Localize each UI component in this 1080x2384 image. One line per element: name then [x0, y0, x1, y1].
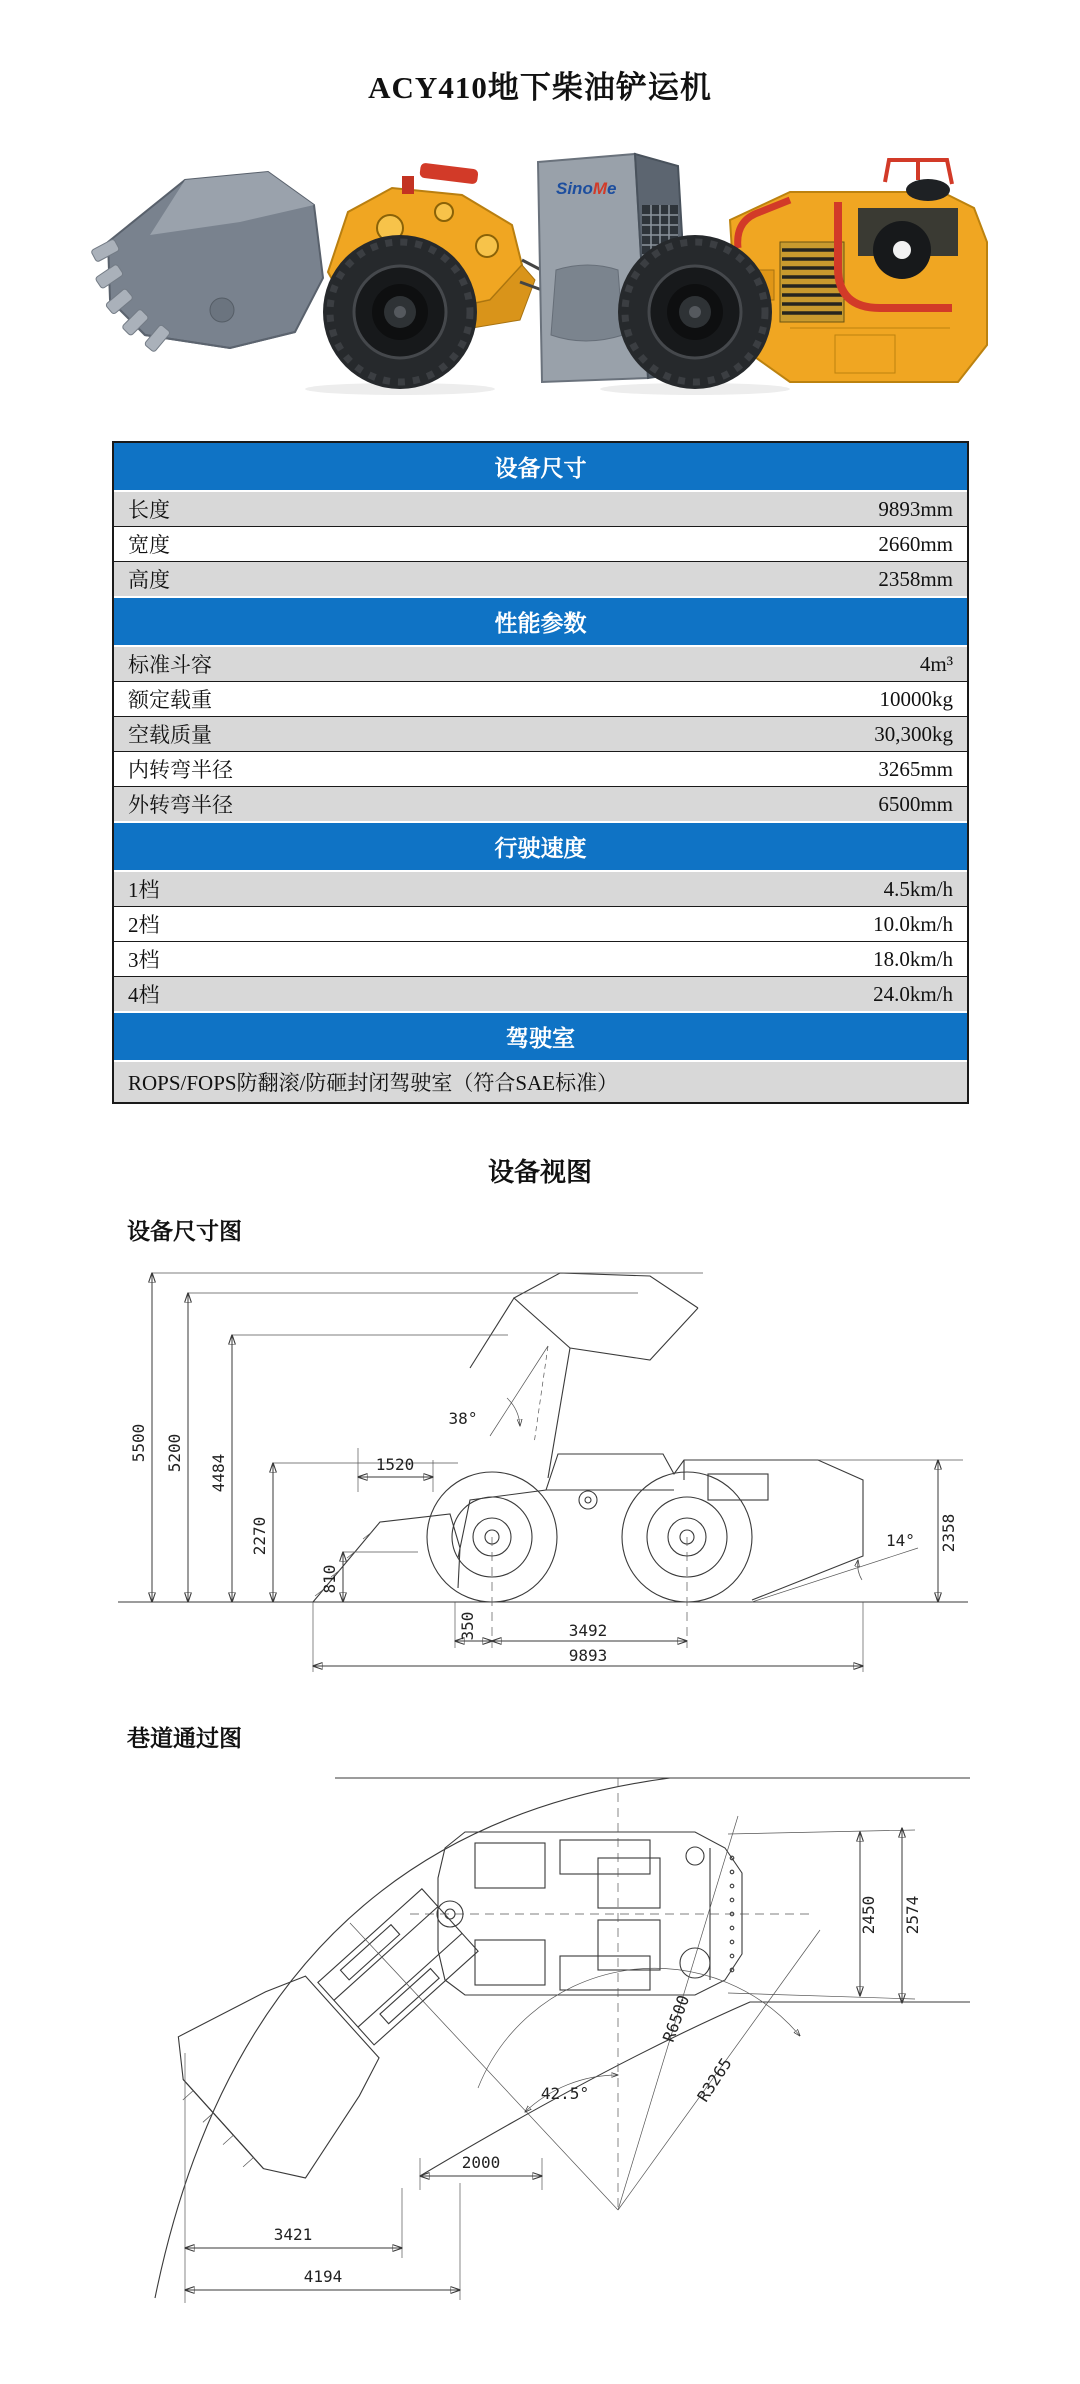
row-label: 内转弯半径 [128, 758, 233, 782]
table-row [114, 561, 967, 596]
dim-wheelbase: 3492 [568, 1621, 608, 1640]
bucket [91, 172, 323, 352]
row-value: 10.0km/h [873, 911, 953, 936]
dim-lines-bottom [313, 1537, 863, 1672]
views-title: 设备视图 [487, 1158, 592, 1187]
tunnel-walls [155, 1778, 970, 2298]
row-label: 2档 [128, 913, 160, 937]
section-header-dimensions: 设备尺寸 [114, 443, 967, 492]
row-label: 高度 [128, 568, 170, 592]
dim-dump-clearance: 810 [320, 1564, 339, 1594]
table-row [114, 751, 967, 786]
row-value: 9893mm [878, 496, 953, 521]
dim-outer-turning-radius: R6500 [658, 1992, 694, 2045]
row-label: 4档 [128, 983, 160, 1007]
spec-table [112, 441, 969, 1104]
dim-overall-length: 9893 [568, 1646, 608, 1665]
rear-tire [618, 235, 772, 389]
row-value: 2660mm [878, 531, 953, 556]
table-row [114, 647, 967, 681]
row-value: 6500mm [878, 791, 953, 816]
row-value: 2358mm [878, 566, 953, 591]
dim-max-lift-height: 5500 [129, 1423, 148, 1463]
dim-inner-turning-radius: R3265 [693, 2054, 736, 2106]
dimension-figure [118, 1248, 968, 1688]
row-value: 4m³ [919, 651, 953, 676]
row-value: 30,300kg [874, 721, 953, 746]
row-value: 3265mm [878, 756, 953, 781]
dim-overall-height: 2358 [939, 1513, 958, 1553]
row-value: 10000kg [879, 686, 953, 711]
dim-outer-body-width: 2574 [903, 1895, 922, 1935]
dim-lines-right [752, 1460, 963, 1602]
dim-lines-bottom [185, 2053, 542, 2303]
table-row [114, 786, 967, 821]
table-row [114, 716, 967, 751]
dim-dump-reach: 1520 [375, 1455, 415, 1474]
page-title: ACY410地下柴油铲运机 [368, 70, 712, 105]
machine-top-view-rear [410, 1832, 810, 1995]
table-row [114, 976, 967, 1011]
row-label: 宽度 [128, 533, 170, 557]
row-label: 外转弯半径 [128, 793, 233, 817]
dimension-figure-label: 设备尺寸图 [127, 1219, 242, 1244]
machine-top-view-front [149, 1849, 513, 2204]
section-header-performance: 性能参数 [114, 596, 967, 647]
machine-side-view [313, 1273, 863, 1602]
table-row [114, 681, 967, 716]
table-row [114, 872, 967, 906]
table-row [114, 906, 967, 941]
dim-dump-angle: 38° [448, 1409, 478, 1428]
dim-lines-left [129, 1273, 703, 1602]
dim-hinge-pin-height: 5200 [165, 1433, 184, 1473]
row-label: 标准斗容 [128, 653, 212, 677]
cab-note: ROPS/FOPS防翻滚/防砸封闭驾驶室（符合SAE标准） [128, 1071, 619, 1095]
dim-front-sweep-width: 3421 [273, 2225, 313, 2244]
logo-prefix: Sino [556, 179, 593, 198]
front-tire [323, 235, 477, 389]
dim-reach-angle [358, 1398, 520, 1492]
logo-mark: M [592, 179, 608, 198]
dim-articulation-angle: 42.5° [540, 2084, 590, 2103]
table-row [114, 492, 967, 526]
row-value: 18.0km/h [873, 946, 953, 971]
brand-logo [556, 179, 616, 198]
tunnel-figure [110, 1758, 970, 2333]
dim-boom-height: 2270 [250, 1516, 269, 1556]
row-label: 额定载重 [128, 688, 212, 712]
table-row [114, 941, 967, 976]
row-value: 4.5km/h [883, 876, 953, 901]
section-header-cab: 驾驶室 [114, 1011, 967, 1062]
dim-inner-body-width: 2450 [859, 1895, 878, 1935]
dim-front-overhang: 350 [458, 1611, 477, 1641]
row-label: 空载质量 [128, 723, 212, 747]
table-row [114, 526, 967, 561]
dim-inner-clearance: 2000 [461, 2153, 501, 2172]
tunnel-figure-label: 巷道通过图 [127, 1726, 242, 1751]
dim-lines-right [728, 1828, 922, 2003]
dim-dump-height: 4484 [209, 1453, 228, 1493]
row-label: 1档 [128, 878, 160, 902]
dim-departure-angle: 14° [886, 1531, 915, 1550]
row-value: 24.0km/h [873, 981, 953, 1006]
air-precleaner [906, 179, 950, 201]
logo-suffix: e [607, 179, 617, 198]
dim-front-sweep-outer-width: 4194 [303, 2267, 343, 2286]
product-photo [90, 150, 990, 400]
cab-note-row [114, 1062, 967, 1102]
row-label: 3档 [128, 948, 160, 972]
section-header-speed: 行驶速度 [114, 821, 967, 872]
row-label: 长度 [128, 498, 170, 522]
rear-body [730, 160, 987, 382]
lift-cylinder [419, 163, 478, 185]
